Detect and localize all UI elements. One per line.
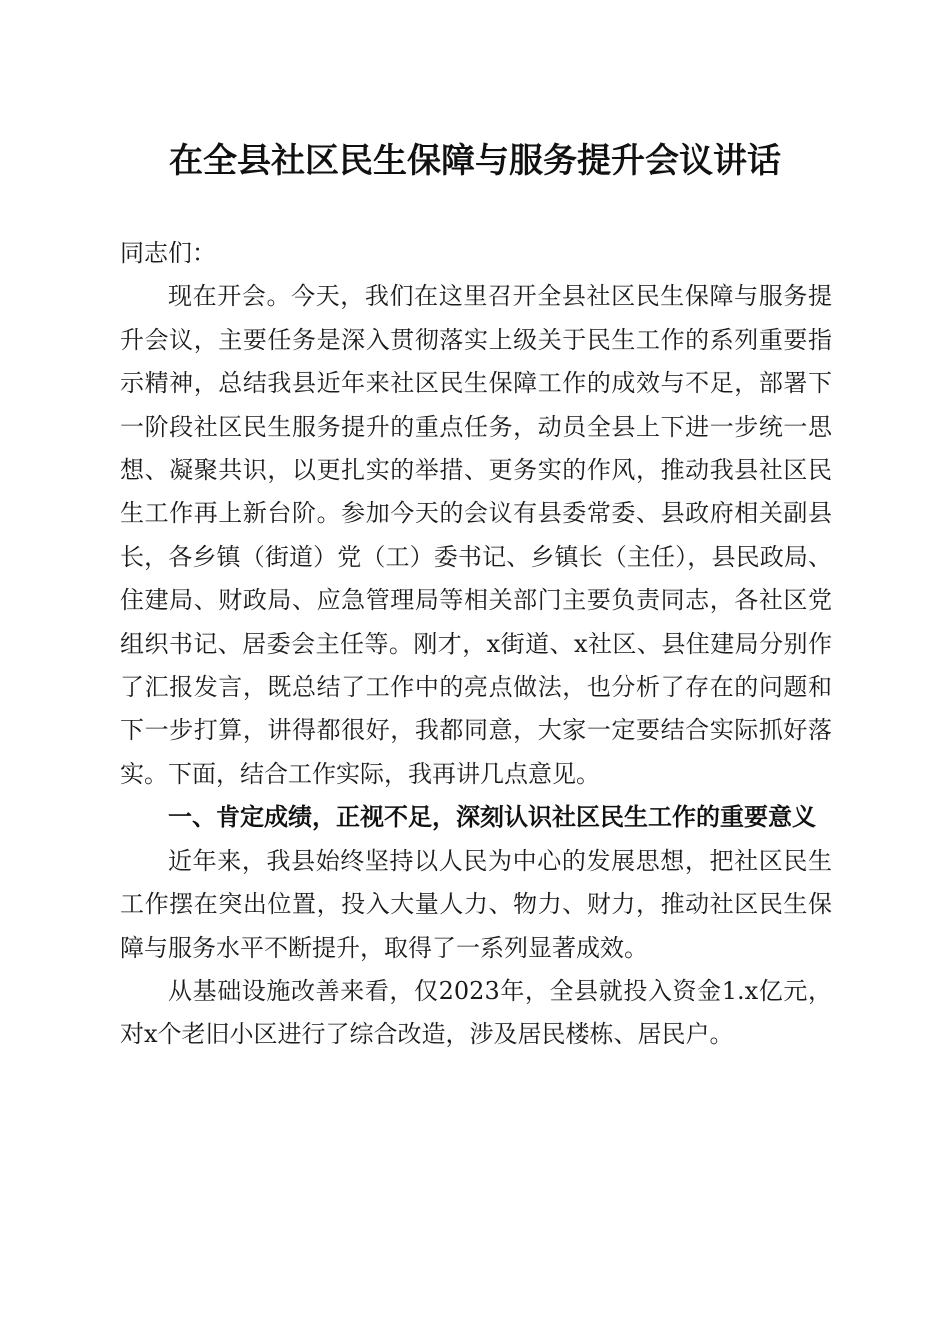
salutation: 同志们：: [120, 239, 216, 267]
document-title: 在全县社区民生保障与服务提升会议讲话: [169, 141, 781, 181]
section-paragraph: 近年来，我县始终坚持以人民为中心的发展思想，把社区民生工作摆在突出位置，投入大量人力、物力、财力，推动社区民生保障与服务水平不断提升，取得了一系列显著成效。: [120, 846, 832, 962]
opening-paragraph: 现在开会。今天，我们在这里召开全县社区民生保障与服务提升会议，主要任务是深入贯彻落实上级关于民生工作的系列重要指示精神，总结我县近年来社区民生保障工作的成效与不足，部署下一阶段社区民生服务提升的重点任务，动员全县上下进一步统一思想、凝聚共识，以更扎实的举措、更务实的作风，推动我县社区民生工作再上新台阶。参加今天的会议有县委常委、县政府相关副县长，各乡镇（街道）党（工）委书记、乡镇长（主任），县民政局、住建局、财政局、应急管理局等相关部门主要负责同志，各社区党组织书记、居委会主任等。刚才，x街道、x社区、县住建局分别作了汇报发言，既总结了工作中的亮点做法，也分析了存在的问题和下一步打算，讲得都很好，我都同意，大家一定要结合实际抓好落实。下面，结合工作实际，我再讲几点意见。: [120, 282, 832, 788]
document-body: [120, 232, 832, 1057]
section-heading: 一、肯定成绩，正视不足，深刻认识社区民生工作的重要意义: [168, 803, 816, 832]
section-paragraph: 从基础设施改善来看，仅2023年，全县就投入资金1.x亿元，对x个老旧小区进行了综合改造，涉及居民楼栋、居民户。: [120, 976, 832, 1049]
